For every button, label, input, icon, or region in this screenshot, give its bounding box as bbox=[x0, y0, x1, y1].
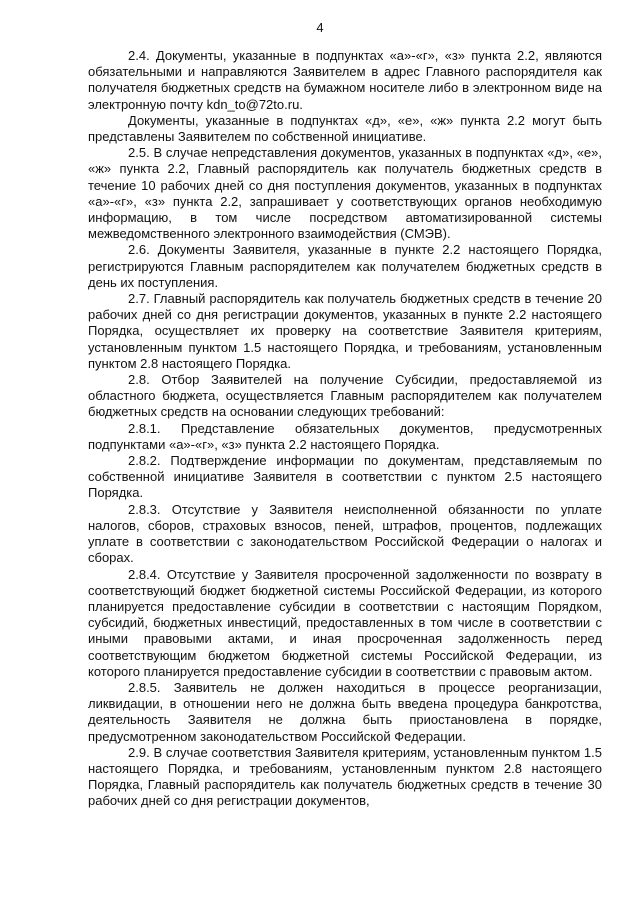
page-number: 4 bbox=[316, 20, 324, 35]
paragraph-2-8: 2.8. Отбор Заявителей на получение Субсидии, предоставляемой из областного бюджета, осуществляется Главным распорядителем как получателем бюджетных средств на основании следующих требований: bbox=[88, 372, 602, 420]
paragraph-2-4: 2.4. Документы, указанные в подпунктах «а»-«г», «з» пункта 2.2, являются обязательными и направляются Заявителем в адрес Главного распорядителя как получателя бюджетных средств на бумажном носителе либо в электронном виде на электронную почту kdn_to@72to.ru. bbox=[88, 48, 602, 112]
paragraph-2-8-5: 2.8.5. Заявитель не должен находиться в процессе реорганизации, ликвидации, в отношении него не должна быть введена процедура банкротства, деятельность Заявителя не должна быть приостановлена в порядке, предусмотренном законодательством Российской Федерации. bbox=[88, 679, 602, 744]
paragraph-2-5: 2.5. В случае непредставления документов, указанных в подпунктах «д», «е», «ж» пункта 2.2, Главный распорядитель как получатель бюджетных средств в течение 10 рабочих дней со дня поступления документов, указанных в подпунктах «а»-«г», «з» пункта 2.2, запрашивает у соответствующих органов необходимую информацию, в том числе посредством автоматизированной системы межведомственного электронного взаимодействия (СМЭВ). bbox=[88, 145, 602, 242]
paragraph-2-9: 2.9. В случае соответствия Заявителя критериям, установленным пунктом 1.5 настоящего Порядка, и требованиям, установленным пунктом 2.8 настоящего Порядка, Главный распорядитель как получатель бюджетных средств в течение 30 рабочих дней со дня регистрации документов, bbox=[88, 744, 602, 809]
paragraph-2-8-3: 2.8.3. Отсутствие у Заявителя неисполненной обязанности по уплате налогов, сборов, страховых взносов, пеней, штрафов, процентов, подлежащих уплате в соответствии с законодательством Российской Федерации о налогах и сборах. bbox=[88, 501, 602, 566]
paragraph-2-6: 2.6. Документы Заявителя, указанные в пункте 2.2 настоящего Порядка, регистрируются Главным распорядителем как получателем бюджетных средств в день их поступления. bbox=[88, 242, 602, 290]
paragraph-2-8-1: 2.8.1. Представление обязательных документов, предусмотренных подпунктами «а»-«г», «з» пункта 2.2 настоящего Порядка. bbox=[88, 420, 602, 452]
paragraph-2-8-4: 2.8.4. Отсутствие у Заявителя просроченной задолженности по возврату в соответствующий бюджет бюджетной системы Российской Федерации, из которого планируется предоставление субсидии в соответствии с настоящим Порядком, субсидий, бюджетных инвестиций, предоставленных в том числе в соответствии с иными правовыми актами, и иная просроченная задолженность перед соответствующим бюджетом бюджетной системы Российской Федерации, из которого планируется предоставление субсидии в соответствии с правовым актом. bbox=[88, 566, 602, 679]
paragraph-2-7: 2.7. Главный распорядитель как получатель бюджетных средств в течение 20 рабочих дней со дня регистрации документов, указанных в пункте 2.2 настоящего Порядка, осуществляет их проверку на соответствие Заявителя критериям, установленным пунктом 1.5 настоящего Порядка, и требованиям, установленным пунктом 2.8 настоящего Порядка. bbox=[88, 291, 602, 371]
paragraph-2-8-2: 2.8.2. Подтверждение информации по документам, представляемым по собственной инициативе Заявителя в соответствии с пунктом 2.5 настоящего Порядка. bbox=[88, 453, 602, 501]
paragraph-2-4-optional-docs: Документы, указанные в подпунктах «д», «е», «ж» пункта 2.2 могут быть представлены Заявителем по собственной инициативе. bbox=[88, 112, 602, 145]
document-body bbox=[88, 48, 602, 810]
